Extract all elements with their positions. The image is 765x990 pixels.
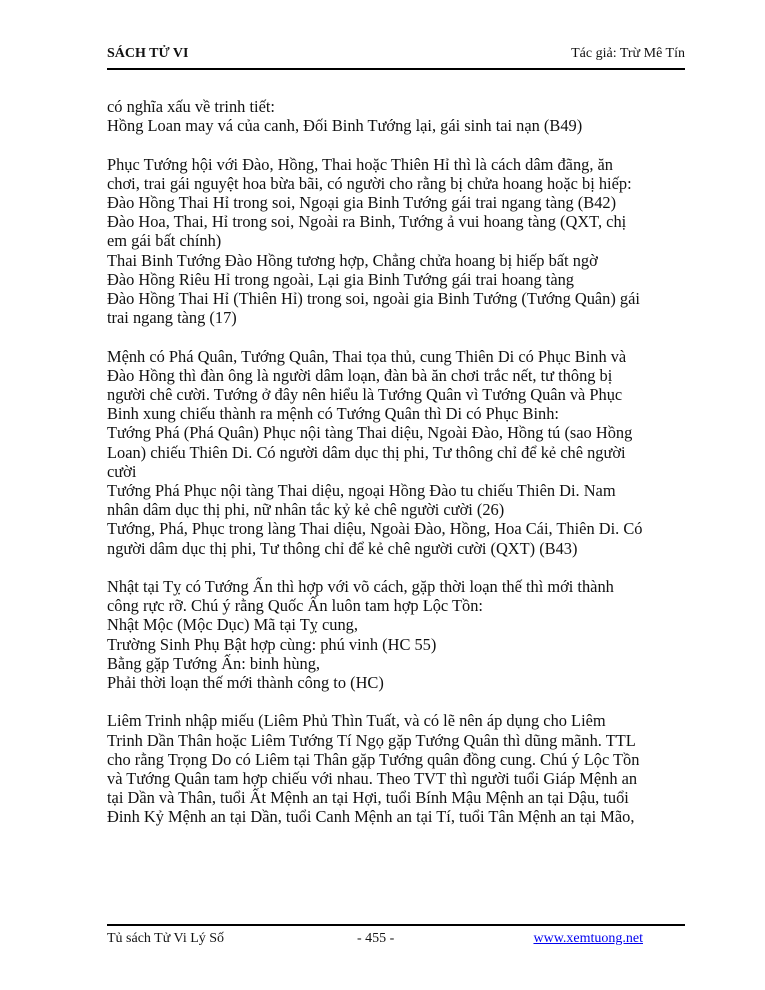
page-footer — [107, 924, 685, 948]
text-line: Đinh Kỷ Mệnh an tại Dần, tuổi Canh Mệnh an tại Tí, tuổi Tân Mệnh an tại Mão, — [107, 807, 635, 827]
text-line: nhân dâm dục thị phi, nữ nhân tắc kỷ kẻ chê người cười (26) — [107, 500, 505, 520]
text-line: Liêm Trinh nhập miếu (Liêm Phủ Thìn Tuất, và có lẽ nên áp dụng cho Liêm — [107, 711, 606, 731]
text-line: Trường Sinh Phụ Bật hợp cùng: phú vinh (HC 55) — [107, 634, 437, 654]
text-line: Đào Hồng thì đàn ông là người dâm loạn, đàn bà ăn chơi trắc nết, tư thông bị — [107, 365, 613, 385]
text-line: Loan) chiếu Thiên Di. Có người dâm dục thị phi, Tư thông chỉ để kẻ chê người — [107, 442, 626, 462]
text-line: Nhật Mộc (Mộc Dục) Mã tại Tỵ cung, — [107, 615, 358, 635]
text-line: Thai Binh Tướng Đào Hồng tương hợp, Chẳng chửa hoang bị hiếp bất ngờ — [107, 250, 598, 270]
website-link[interactable]: www.xemtuong.net — [533, 931, 643, 946]
text-line: tại Dần và Thân, tuổi Ất Mệnh an tại Hợi, tuổi Bính Mậu Mệnh an tại Dậu, tuổi — [107, 788, 629, 808]
paragraph — [107, 577, 682, 692]
text-line: và Tướng Quân tam hợp chiếu với nhau. Theo TVT thì người tuổi Giáp Mệnh an — [107, 769, 638, 789]
paragraph — [107, 97, 682, 135]
text-line: Tướng Phá (Phá Quân) Phục nội tàng Thai diệu, Ngoài Đào, Hồng tú (sao Hồng — [107, 423, 633, 443]
text-line: Phải thời loạn thế mới thành công to (HC) — [107, 673, 384, 693]
page-header — [107, 44, 685, 70]
paragraph — [107, 155, 682, 328]
text-line: cho rằng Trọng Do có Liêm tại Thân gặp Tướng quân đồng cung. Chú ý Lộc Tồn — [107, 749, 640, 769]
text-line: Phục Tướng hội với Đào, Hồng, Thai hoặc Thiên Hỉ thì là cách dâm đãng, ăn — [107, 154, 613, 174]
text-line: em gái bất chính) — [107, 231, 222, 251]
text-line: Hồng Loan may vá của canh, Đối Binh Tướng lại, gái sinh tai nạn (B49) — [107, 116, 583, 136]
text-line: Binh xung chiếu thành ra mệnh có Tướng Quân thì Di có Phục Binh: — [107, 404, 559, 424]
page-number: - 455 - — [357, 931, 395, 946]
text-line: Đào Hồng Riêu Hỉ trong ngoài, Lại gia Binh Tướng gái trai hoang tàng — [107, 269, 574, 289]
text-line: công rực rỡ. Chú ý rằng Quốc Ấn luôn tam hợp Lộc Tồn: — [107, 596, 483, 616]
document-body — [107, 97, 682, 846]
text-line: chơi, trai gái nguyệt hoa bừa bãi, có người cho rằng bị chửa hoang hoặc bị hiếp: — [107, 173, 632, 193]
text-line: trai ngang tàng (17) — [107, 308, 237, 328]
text-line: Trinh Dần Thân hoặc Liêm Tướng Tí Ngọ gặp Tướng Quân thì dũng mãnh. TTL — [107, 730, 636, 750]
text-line: người dâm dục thị phi, Tư thông chỉ để kẻ chê người cười (QXT) (B43) — [107, 538, 578, 558]
book-title: SÁCH TỬ VI — [107, 46, 189, 61]
text-line: Nhật tại Tỵ có Tướng Ấn thì hợp với võ cách, gặp thời loạn thế thì mới thành — [107, 577, 614, 597]
footer-series: Tủ sách Tử Vi Lý Số — [107, 931, 225, 946]
text-line: người chê cười. Tướng ở đây nên hiểu là Tướng Quân vì Tướng Quân và Phục — [107, 385, 623, 405]
paragraph — [107, 711, 682, 826]
text-line: có nghĩa xấu về trinh tiết: — [107, 97, 275, 116]
text-line: Mệnh có Phá Quân, Tướng Quân, Thai tọa thủ, cung Thiên Di có Phục Binh và — [107, 346, 627, 366]
text-line: Đào Hồng Thai Hỉ (Thiên Hỉ) trong soi, ngoài gia Binh Tướng (Tướng Quân) gái — [107, 289, 640, 309]
paragraph — [107, 347, 682, 558]
text-line: Bằng gặp Tướng Ấn: binh hùng, — [107, 653, 321, 673]
text-line: Đào Hoa, Thai, Hỉ trong soi, Ngoài ra Binh, Tướng ả vui hoang tàng (QXT, chị — [107, 212, 627, 232]
text-line: Tướng Phá Phục nội tàng Thai diệu, ngoại Hồng Đào tu chiếu Thiên Di. Nam — [107, 481, 616, 501]
text-line: Tướng, Phá, Phục trong làng Thai diệu, Ngoài Đào, Hồng, Hoa Cái, Thiên Di. Có — [107, 519, 643, 539]
author-label: Tác giả: Trừ Mê Tín — [571, 46, 685, 61]
text-line: Đào Hồng Thai Hỉ trong soi, Ngoại gia Binh Tướng gái trai ngang tàng (B42) — [107, 193, 617, 212]
text-line: cười — [107, 461, 137, 481]
